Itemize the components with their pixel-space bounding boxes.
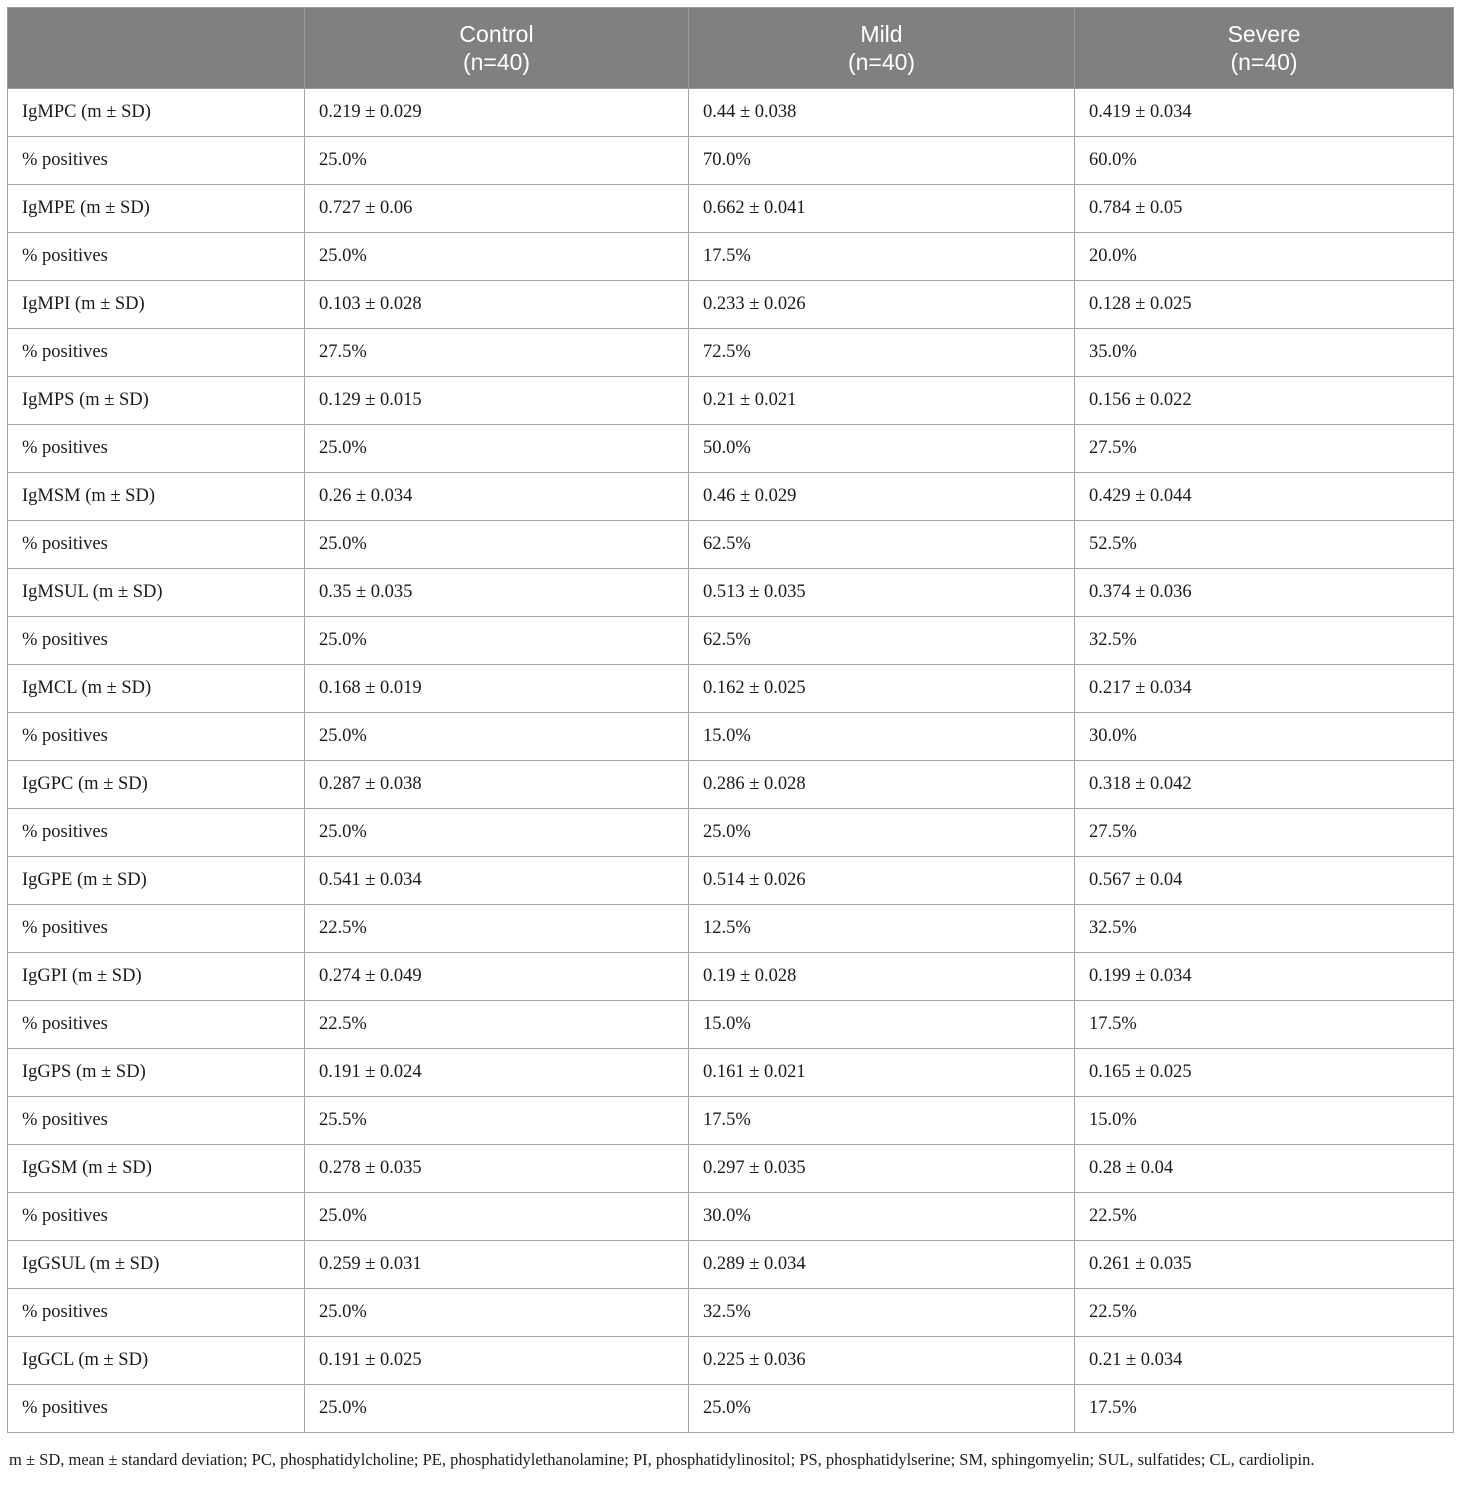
row-label-cell: % positives xyxy=(8,233,305,281)
value-cell: 0.287 ± 0.038 xyxy=(305,761,689,809)
value-cell: 0.162 ± 0.025 xyxy=(689,665,1075,713)
value-cell: 0.191 ± 0.024 xyxy=(305,1049,689,1097)
row-label-cell: IgGPE (m ± SD) xyxy=(8,857,305,905)
value-cell: 25.0% xyxy=(305,1289,689,1337)
table-row xyxy=(8,1145,1454,1193)
table-row xyxy=(8,809,1454,857)
value-cell: 22.5% xyxy=(1075,1193,1454,1241)
value-cell: 50.0% xyxy=(689,425,1075,473)
value-cell: 22.5% xyxy=(305,905,689,953)
value-cell: 25.0% xyxy=(305,233,689,281)
value-cell: 25.0% xyxy=(305,713,689,761)
row-label-cell: IgGSUL (m ± SD) xyxy=(8,1241,305,1289)
value-cell: 17.5% xyxy=(1075,1001,1454,1049)
value-cell: 27.5% xyxy=(1075,425,1454,473)
row-label-cell: % positives xyxy=(8,1289,305,1337)
table-row xyxy=(8,1289,1454,1337)
value-cell: 0.225 ± 0.036 xyxy=(689,1337,1075,1385)
value-cell: 0.567 ± 0.04 xyxy=(1075,857,1454,905)
value-cell: 32.5% xyxy=(1075,617,1454,665)
header-cell-mild xyxy=(689,8,1075,89)
value-cell: 0.199 ± 0.034 xyxy=(1075,953,1454,1001)
value-cell: 35.0% xyxy=(1075,329,1454,377)
value-cell: 52.5% xyxy=(1075,521,1454,569)
value-cell: 0.165 ± 0.025 xyxy=(1075,1049,1454,1097)
header-row xyxy=(8,8,1454,89)
table-row xyxy=(8,425,1454,473)
value-cell: 15.0% xyxy=(689,713,1075,761)
value-cell: 25.0% xyxy=(305,521,689,569)
row-label-cell: IgGPS (m ± SD) xyxy=(8,1049,305,1097)
value-cell: 62.5% xyxy=(689,617,1075,665)
value-cell: 0.161 ± 0.021 xyxy=(689,1049,1075,1097)
value-cell: 0.297 ± 0.035 xyxy=(689,1145,1075,1193)
value-cell: 27.5% xyxy=(1075,809,1454,857)
value-cell: 15.0% xyxy=(1075,1097,1454,1145)
value-cell: 0.374 ± 0.036 xyxy=(1075,569,1454,617)
row-label-cell: IgMPE (m ± SD) xyxy=(8,185,305,233)
table-row xyxy=(8,1385,1454,1433)
row-label-cell: % positives xyxy=(8,329,305,377)
value-cell: 0.784 ± 0.05 xyxy=(1075,185,1454,233)
value-cell: 0.259 ± 0.031 xyxy=(305,1241,689,1289)
value-cell: 0.318 ± 0.042 xyxy=(1075,761,1454,809)
value-cell: 0.26 ± 0.034 xyxy=(305,473,689,521)
table-row xyxy=(8,281,1454,329)
row-label-cell: % positives xyxy=(8,905,305,953)
value-cell: 0.514 ± 0.026 xyxy=(689,857,1075,905)
table-row xyxy=(8,377,1454,425)
value-cell: 0.128 ± 0.025 xyxy=(1075,281,1454,329)
value-cell: 0.662 ± 0.041 xyxy=(689,185,1075,233)
value-cell: 0.35 ± 0.035 xyxy=(305,569,689,617)
row-label-cell: IgMPI (m ± SD) xyxy=(8,281,305,329)
row-label-cell: % positives xyxy=(8,1385,305,1433)
table-header xyxy=(8,8,1454,89)
value-cell: 72.5% xyxy=(689,329,1075,377)
value-cell: 17.5% xyxy=(1075,1385,1454,1433)
table-row xyxy=(8,953,1454,1001)
row-label-cell: IgMSM (m ± SD) xyxy=(8,473,305,521)
value-cell: 20.0% xyxy=(1075,233,1454,281)
value-cell: 0.541 ± 0.034 xyxy=(305,857,689,905)
row-label-cell: % positives xyxy=(8,1097,305,1145)
value-cell: 0.261 ± 0.035 xyxy=(1075,1241,1454,1289)
value-cell: 30.0% xyxy=(689,1193,1075,1241)
table-row xyxy=(8,329,1454,377)
table-row xyxy=(8,89,1454,137)
row-label-cell: IgMPS (m ± SD) xyxy=(8,377,305,425)
value-cell: 0.168 ± 0.019 xyxy=(305,665,689,713)
table-body xyxy=(8,89,1454,1433)
row-label-cell: IgGPI (m ± SD) xyxy=(8,953,305,1001)
header-sublabel: (n=40) xyxy=(1230,49,1298,75)
value-cell: 30.0% xyxy=(1075,713,1454,761)
table-row xyxy=(8,905,1454,953)
header-cell-severe xyxy=(1075,8,1454,89)
value-cell: 17.5% xyxy=(689,233,1075,281)
value-cell: 70.0% xyxy=(689,137,1075,185)
table-row xyxy=(8,713,1454,761)
table-footnote: m ± SD, mean ± standard deviation; PC, phosphatidylcholine; PE, phosphatidylethanolamine; PI, phosphatidylinositol; PS, phosphatidylserine; SM, sphingomyelin; SUL, sulfatides; CL, cardiolipin. xyxy=(9,1450,1315,1469)
table-row xyxy=(8,473,1454,521)
header-cell-control xyxy=(305,8,689,89)
row-label-cell: IgGCL (m ± SD) xyxy=(8,1337,305,1385)
value-cell: 32.5% xyxy=(1075,905,1454,953)
value-cell: 62.5% xyxy=(689,521,1075,569)
value-cell: 25.0% xyxy=(305,1193,689,1241)
value-cell: 12.5% xyxy=(689,905,1075,953)
value-cell: 0.44 ± 0.038 xyxy=(689,89,1075,137)
value-cell: 0.103 ± 0.028 xyxy=(305,281,689,329)
value-cell: 25.5% xyxy=(305,1097,689,1145)
table-row xyxy=(8,1097,1454,1145)
header-label: Severe xyxy=(1227,21,1301,47)
row-label-cell: IgMSUL (m ± SD) xyxy=(8,569,305,617)
table-row xyxy=(8,137,1454,185)
table-row xyxy=(8,1193,1454,1241)
header-label: Control xyxy=(459,21,534,47)
table-row xyxy=(8,1001,1454,1049)
row-label-cell: IgGSM (m ± SD) xyxy=(8,1145,305,1193)
value-cell: 25.0% xyxy=(305,137,689,185)
value-cell: 25.0% xyxy=(689,1385,1075,1433)
value-cell: 0.191 ± 0.025 xyxy=(305,1337,689,1385)
header-cell-empty xyxy=(8,8,305,89)
value-cell: 22.5% xyxy=(1075,1289,1454,1337)
row-label-cell: IgGPC (m ± SD) xyxy=(8,761,305,809)
value-cell: 25.0% xyxy=(305,809,689,857)
value-cell: 0.274 ± 0.049 xyxy=(305,953,689,1001)
value-cell: 0.46 ± 0.029 xyxy=(689,473,1075,521)
value-cell: 0.129 ± 0.015 xyxy=(305,377,689,425)
value-cell: 0.278 ± 0.035 xyxy=(305,1145,689,1193)
row-label-cell: % positives xyxy=(8,1193,305,1241)
table-row xyxy=(8,185,1454,233)
row-label-cell: IgMCL (m ± SD) xyxy=(8,665,305,713)
value-cell: 25.0% xyxy=(689,809,1075,857)
row-label-cell: % positives xyxy=(8,809,305,857)
table-row xyxy=(8,1049,1454,1097)
table-row xyxy=(8,1337,1454,1385)
table-row xyxy=(8,761,1454,809)
value-cell: 0.513 ± 0.035 xyxy=(689,569,1075,617)
value-cell: 25.0% xyxy=(305,1385,689,1433)
value-cell: 0.219 ± 0.029 xyxy=(305,89,689,137)
value-cell: 22.5% xyxy=(305,1001,689,1049)
row-label-cell: % positives xyxy=(8,425,305,473)
value-cell: 27.5% xyxy=(305,329,689,377)
value-cell: 0.21 ± 0.021 xyxy=(689,377,1075,425)
value-cell: 0.156 ± 0.022 xyxy=(1075,377,1454,425)
value-cell: 0.429 ± 0.044 xyxy=(1075,473,1454,521)
row-label-cell: % positives xyxy=(8,617,305,665)
value-cell: 0.286 ± 0.028 xyxy=(689,761,1075,809)
table-row xyxy=(8,665,1454,713)
row-label-cell: % positives xyxy=(8,521,305,569)
value-cell: 0.28 ± 0.04 xyxy=(1075,1145,1454,1193)
row-label-cell: % positives xyxy=(8,137,305,185)
table-row xyxy=(8,617,1454,665)
value-cell: 0.727 ± 0.06 xyxy=(305,185,689,233)
value-cell: 0.419 ± 0.034 xyxy=(1075,89,1454,137)
value-cell: 60.0% xyxy=(1075,137,1454,185)
value-cell: 32.5% xyxy=(689,1289,1075,1337)
table-row xyxy=(8,521,1454,569)
value-cell: 25.0% xyxy=(305,425,689,473)
value-cell: 0.233 ± 0.026 xyxy=(689,281,1075,329)
value-cell: 0.21 ± 0.034 xyxy=(1075,1337,1454,1385)
value-cell: 17.5% xyxy=(689,1097,1075,1145)
table-row xyxy=(8,1241,1454,1289)
header-label: Mild xyxy=(860,21,903,47)
row-label-cell: % positives xyxy=(8,1001,305,1049)
row-label-cell: % positives xyxy=(8,713,305,761)
data-table xyxy=(7,7,1454,1433)
header-sublabel: (n=40) xyxy=(462,49,531,75)
table-row xyxy=(8,569,1454,617)
header-sublabel: (n=40) xyxy=(847,49,916,75)
value-cell: 0.19 ± 0.028 xyxy=(689,953,1075,1001)
value-cell: 0.217 ± 0.034 xyxy=(1075,665,1454,713)
value-cell: 25.0% xyxy=(305,617,689,665)
value-cell: 0.289 ± 0.034 xyxy=(689,1241,1075,1289)
table-row xyxy=(8,233,1454,281)
value-cell: 15.0% xyxy=(689,1001,1075,1049)
table-row xyxy=(8,857,1454,905)
row-label-cell: IgMPC (m ± SD) xyxy=(8,89,305,137)
